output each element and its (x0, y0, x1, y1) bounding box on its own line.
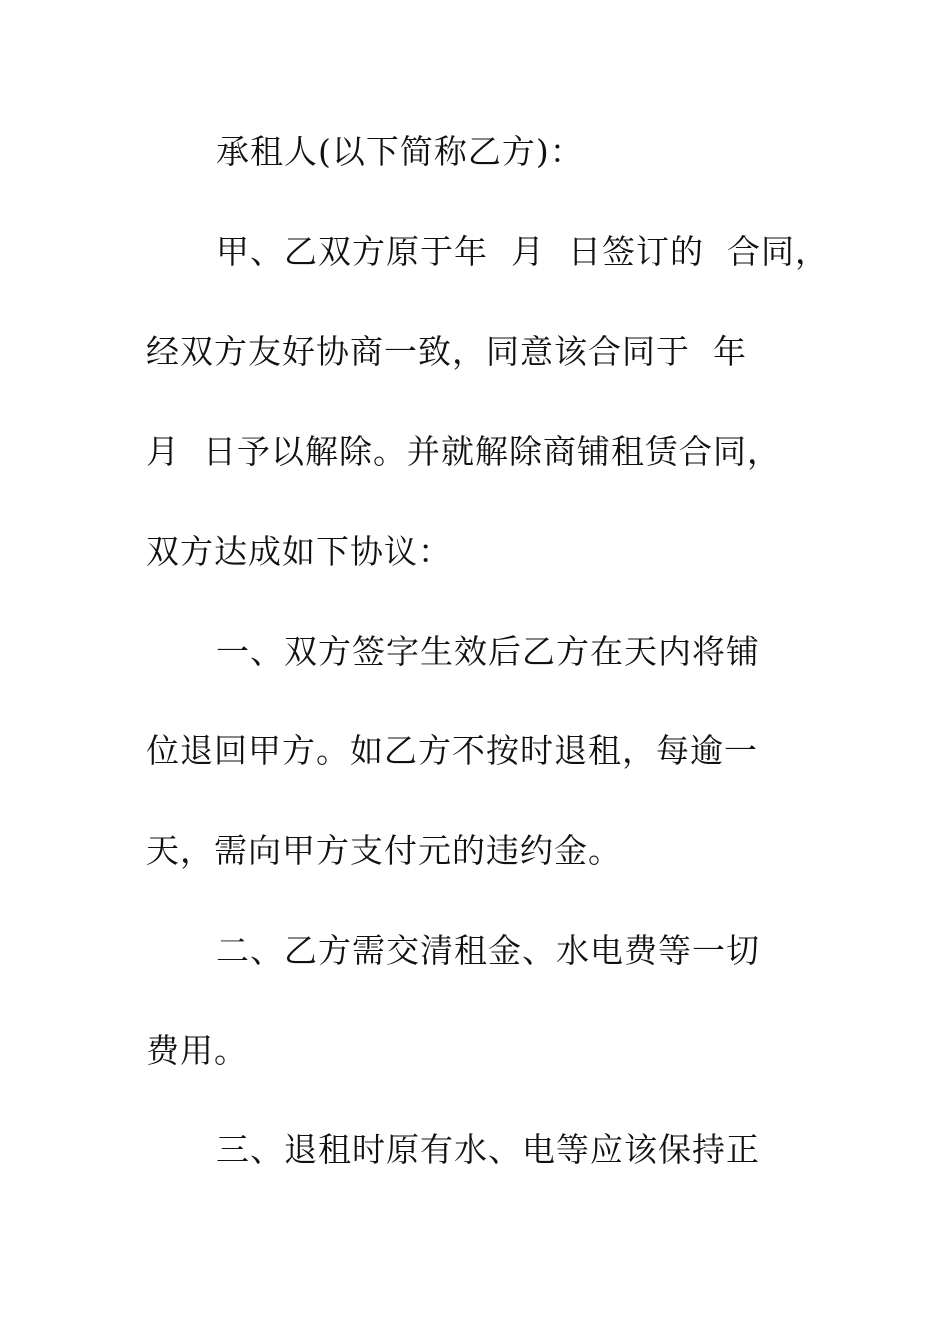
clause-1-line: 一、双方签字生效后乙方在天内将铺 (216, 632, 760, 671)
paragraph-line: 经双方友好协商一致，同意该合同于 年 (146, 332, 747, 371)
clause-2-line: 费用。 (146, 1031, 248, 1070)
paragraph-line: 双方达成如下协议： (146, 532, 452, 571)
paragraph-line: 月 日予以解除。并就解除商铺租赁合同， (146, 432, 781, 471)
clause-2-line: 二、乙方需交清租金、水电费等一切 (216, 931, 760, 970)
clause-1-line: 天，需向甲方支付元的违约金。 (146, 831, 622, 870)
clause-1-line: 位退回甲方。如乙方不按时退租，每逾一 (146, 731, 758, 770)
paragraph-line: 甲、乙双方原于年 月 日签订的 合同， (216, 232, 829, 271)
clause-3-line: 三、退租时原有水、电等应该保持正 (216, 1130, 760, 1169)
tenant-heading-line: 承租人(以下简称乙方)： (216, 132, 584, 171)
